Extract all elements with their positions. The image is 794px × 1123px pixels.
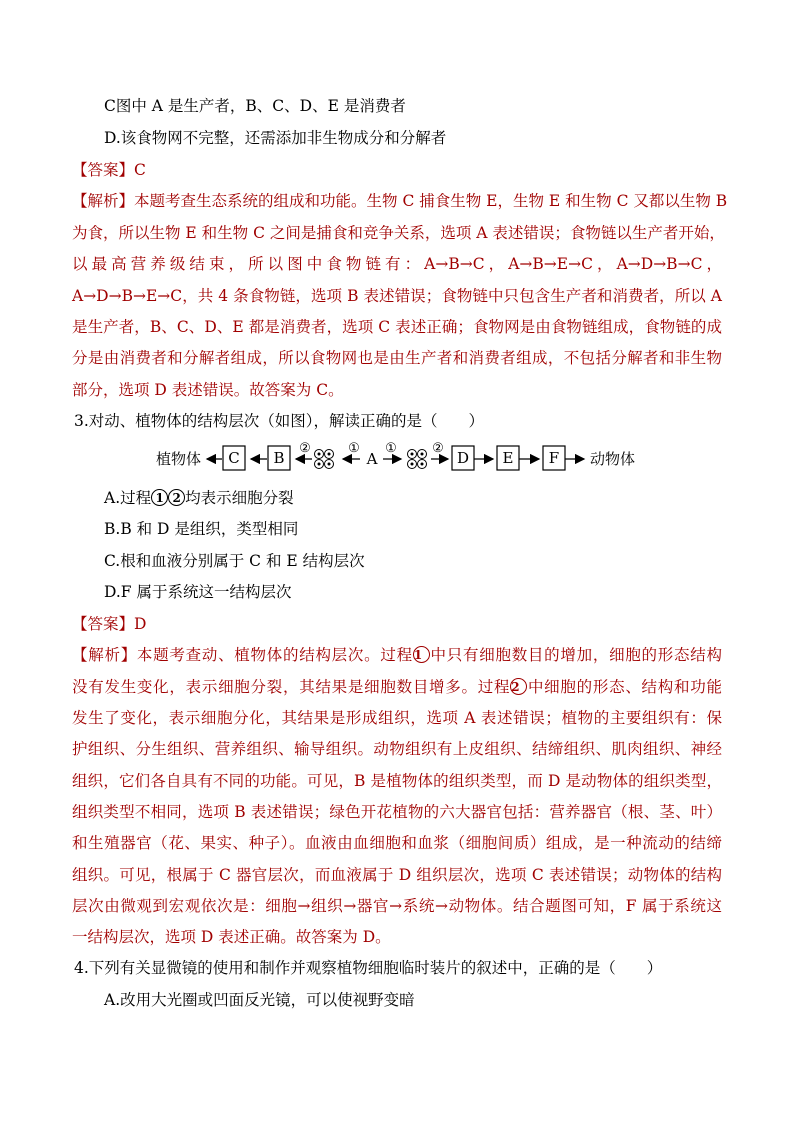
q3-analysis-line-2 — [72, 677, 722, 697]
q3-analysis-line-5: 组织，它们各自具有不同的功能。可见，B 是植物体的组织类型，而 D 是动物体的组织类型， — [72, 772, 722, 790]
q2-option-c: C图中 A 是生产者，B、C、D、E 是消费者 — [104, 97, 406, 115]
q2-analysis-line-4: A→D→B→E→C，共 4 条食物链，选项 B 表述错误；食物链中只包含生产者和消费者，所以 A — [72, 287, 722, 305]
q2-option-d: D.该食物网不完整，还需添加非生物成分和分解者 — [104, 129, 447, 147]
circled-2-icon: 2 — [168, 489, 185, 506]
box-c-label: C — [228, 449, 240, 467]
q3-analysis-line-7: 和生殖器官（花、果实、种子）。血液由血细胞和血浆（细胞间质）组成，是一种流动的结缔 — [72, 834, 722, 852]
analysis-text: 没有发生变化，表示细胞分裂，其结果是细胞数目增多。过程 — [72, 678, 511, 696]
analysis-text: 中只有细胞数目的增加，细胞的形态结构 — [429, 646, 722, 664]
process-2-right-label: ② — [432, 441, 444, 456]
q2-analysis-line-2: 为食，所以生物 E 和生物 C 之间是捕食和竞争关系，选项 A 表述错误；食物链以生产者开始， — [72, 224, 725, 242]
option-a-prefix: A.过程 — [104, 489, 152, 507]
analysis-label: 【解析】 — [72, 646, 137, 664]
cell-cluster-left — [315, 450, 334, 469]
box-e-label: E — [502, 449, 514, 467]
answer-value: C — [134, 161, 146, 179]
box-f-label: F — [548, 449, 560, 467]
animal-label: 动物体 — [590, 450, 636, 468]
answer-label: 【答案】 — [72, 161, 135, 179]
q3-stem: 3.对动、植物体的结构层次（如图），解读正确的是（ ） — [74, 412, 485, 430]
analysis-text: 本题考查动、植物体的结构层次。过程 — [136, 646, 413, 664]
q3-answer — [72, 614, 146, 634]
q3-analysis-line-3: 发生了变化，表示细胞分化，其结果是形成组织，选项 A 表述错误；植物的主要组织有：保 — [72, 709, 722, 727]
q2-analysis-line-7: 部分，选项 D 表述错误。故答案为 C。 — [72, 381, 344, 399]
analysis-label: 【解析】 — [72, 192, 135, 210]
structure-hierarchy-diagram — [150, 436, 650, 482]
q3-analysis-line-1 — [72, 645, 722, 665]
q3-analysis-line-6: 组织类型不相同，选项 B 表述错误；绿色开花植物的六大器官包括：营养器官（根、茎、叶） — [72, 803, 722, 821]
answer-label: 【答案】 — [72, 615, 135, 633]
q3-option-d: D.F 属于系统这一结构层次 — [104, 583, 292, 601]
cell-cluster-right — [408, 450, 427, 469]
process-1-left-label: ① — [348, 441, 360, 456]
plant-label: 植物体 — [156, 450, 202, 468]
q3-option-c: C.根和血液分别属于 C 和 E 结构层次 — [104, 552, 365, 570]
q3-analysis-line-9: 层次由微观到宏观依次是：细胞→组织→器官→系统→动物体。结合题图可知，F 属于系统这 — [72, 897, 722, 915]
q3-option-a — [104, 488, 294, 508]
q4-stem: 4.下列有关显微镜的使用和制作并观察植物细胞临时装片的叙述中，正确的是（ ） — [74, 959, 663, 977]
box-b-label: B — [273, 449, 285, 467]
q3-analysis-line-10: 一结构层次，选项 D 表述正确。故答案为 D。 — [72, 928, 391, 946]
box-d-label: D — [456, 449, 470, 467]
q2-analysis-line-3: 以最高营养级结束，所以图中食物链有：A→B→C，A→B→E→C，A→D→B→C， — [72, 255, 722, 273]
q2-analysis-line-6: 分是由消费者和分解者组成，所以食物网也是由生产者和消费者组成，不包括分解者和非生物 — [72, 349, 722, 367]
q3-analysis-line-4: 护组织、分生组织、营养组织、输导组织。动物组织有上皮组织、结缔组织、肌肉组织、神经 — [72, 740, 722, 758]
q2-analysis-line-5: 是生产者，B、C、D、E 都是消费者，选项 C 表述正确；食物网是由食物链组成，食物链的成 — [72, 318, 722, 336]
analysis-text: 中细胞的形态、结构和功能 — [527, 678, 722, 696]
q2-answer — [72, 160, 146, 180]
q2-analysis-line-1 — [72, 191, 728, 211]
circled-2-icon: 2 — [510, 678, 527, 695]
process-2-left-label: ② — [299, 441, 311, 456]
answer-value: D — [134, 615, 147, 633]
option-a-suffix: 均表示细胞分裂 — [185, 489, 294, 507]
circled-1-icon: 1 — [413, 646, 430, 663]
q3-option-b: B.B 和 D 是组织，类型相同 — [104, 520, 299, 538]
process-1-right-label: ① — [385, 441, 397, 456]
circled-1-icon: 1 — [151, 489, 168, 506]
analysis-text: 本题考查生态系统的组成和功能。生物 C 捕食生物 E，生物 E 和生物 C 又都以生物 B — [134, 192, 728, 210]
center-cell-label: A — [366, 450, 378, 468]
q3-analysis-line-8: 组织。可见，根属于 C 器官层次，而血液属于 D 组织层次，选项 C 表述错误；动物体的结构 — [72, 866, 722, 884]
q4-option-a: A.改用大光圈或凹面反光镜，可以使视野变暗 — [104, 991, 415, 1009]
